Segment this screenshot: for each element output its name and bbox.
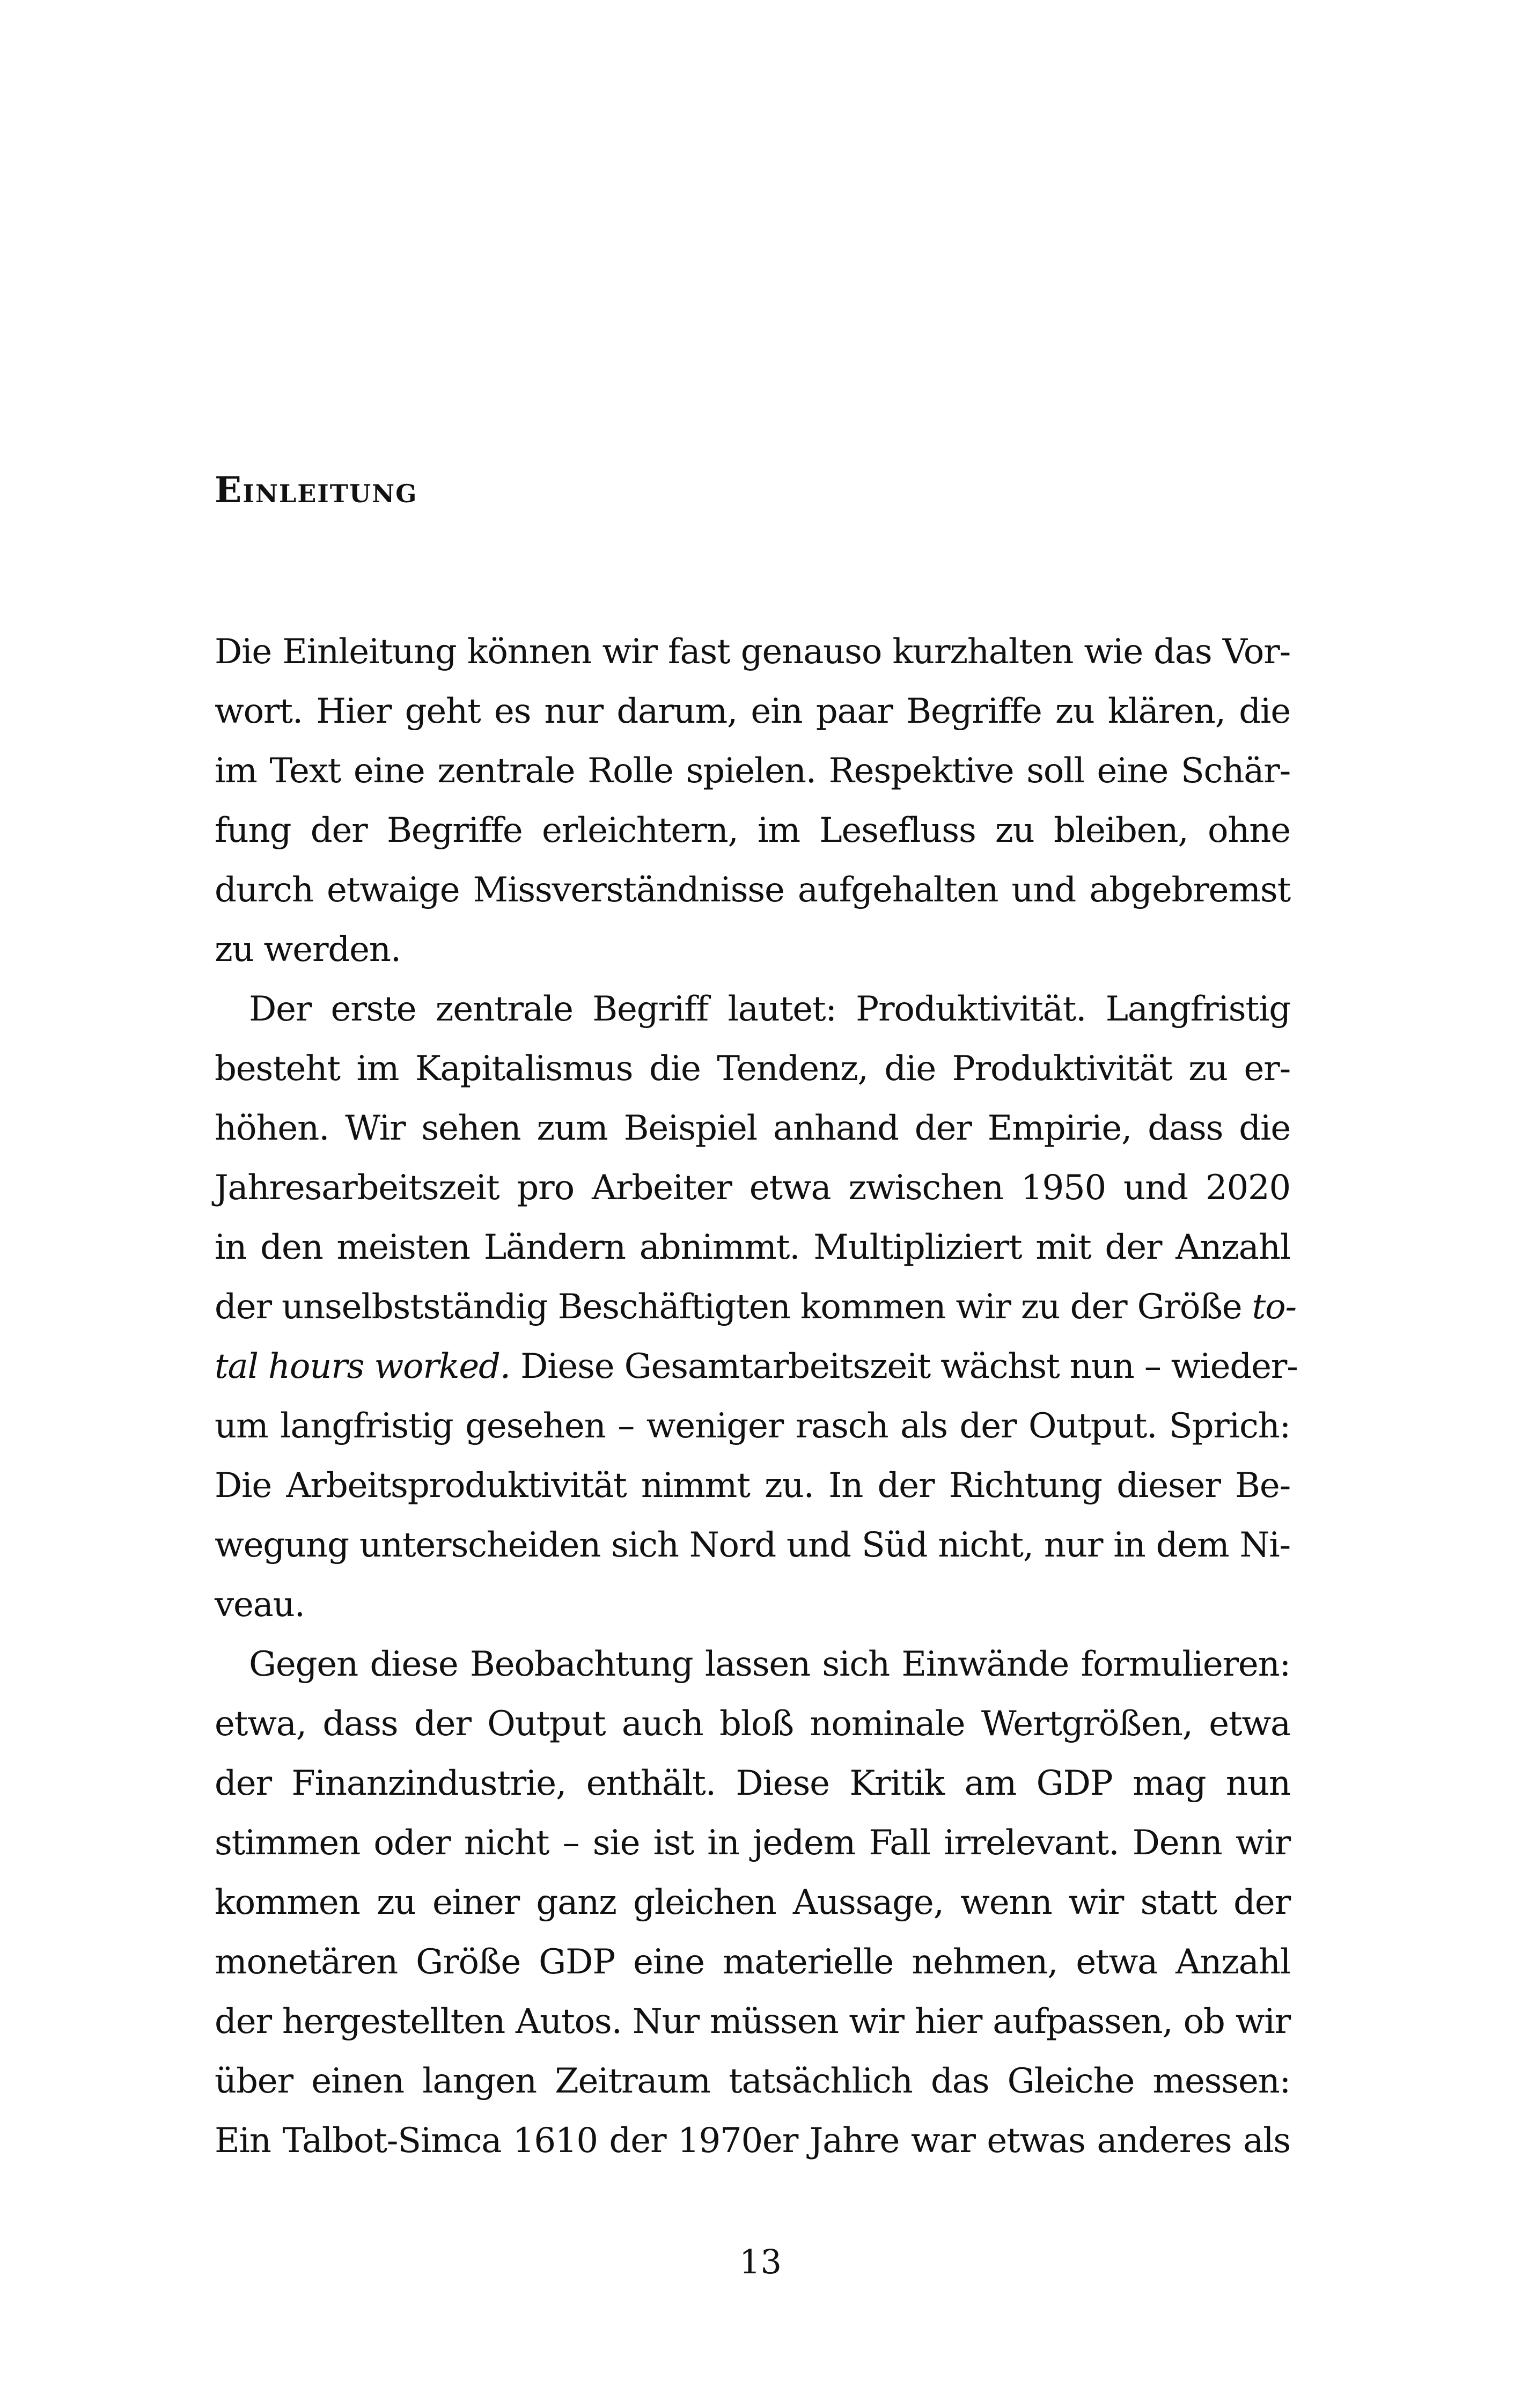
text-line: der hergestellten Autos. Nur müssen wir hier aufpassen, ob wir [215,2002,1290,2042]
text-line: veau. [215,1585,305,1625]
text-line: wegung unterscheiden sich Nord und Süd nicht, nur in dem Ni- [215,1525,1290,1565]
text-line: etwa, dass der Output auch bloß nominale Wertgrößen, etwa [215,1704,1290,1744]
text-line: um langfristig gesehen – weniger rasch als der Output. Sprich: [215,1406,1290,1446]
text-line: stimmen oder nicht – sie ist in jedem Fall irrelevant. Denn wir [215,1823,1290,1863]
text-line: kommen zu einer ganz gleichen Aussage, wenn wir statt der [215,1883,1290,1922]
text-line: der Finanzindustrie, enthält. Diese Kritik am GDP mag nun [215,1764,1290,1803]
text-line: in den meisten Ländern abnimmt. Multipliziert mit der Anzahl [215,1228,1290,1267]
text-line: Die Arbeitsproduktivität nimmt zu. In der Richtung dieser Be- [215,1466,1290,1506]
text-line [215,1278,1296,1337]
paragraph-1 [215,622,1290,980]
text-line: zu werden. [215,930,401,970]
text-line: Ein Talbot-Simca 1610 der 1970er Jahre war etwas anderes als [215,2121,1290,2161]
text-line: wort. Hier geht es nur darum, ein paar Begriffe zu klären, die [215,692,1290,731]
paragraph-3 [215,1635,1290,2171]
page-number: 13 [739,2242,782,2281]
text-line: fung der Begriffe erleichtern, im Lesefluss zu bleiben, ohne [215,811,1290,850]
text-segment: Diese Gesamtarbeitszeit wächst nun – wieder- [510,1347,1298,1386]
text-line [215,1337,1298,1397]
text-line: monetären Größe GDP eine materielle nehmen, etwa Anzahl [215,1942,1290,1982]
paragraph-2 [215,980,1298,1635]
italic-term: tal hours worked. [215,1347,510,1386]
body-text [215,622,1298,2171]
italic-term: to- [1252,1287,1296,1327]
text-line: über einen langen Zeitraum tatsächlich das Gleiche messen: [215,2061,1290,2101]
text-line: im Text eine zentrale Rolle spielen. Respektive soll eine Schär- [215,751,1290,791]
text-line: höhen. Wir sehen zum Beispiel anhand der Empirie, dass die [215,1108,1290,1148]
text-line: Die Einleitung können wir fast genauso kurzhalten wie das Vor- [215,632,1290,672]
text-segment: der unselbstständig Beschäftigten kommen wir zu der Größe [215,1287,1252,1327]
chapter-heading: Einleitung [215,469,418,511]
text-line: Gegen diese Beobachtung lassen sich Einwände formulieren: [249,1645,1290,1684]
text-line: Der erste zentrale Begriff lautet: Produktivität. Langfristig [249,989,1290,1029]
text-line: durch etwaige Missverständnisse aufgehalten und abgebremst [215,870,1290,910]
text-line: Jahresarbeitszeit pro Arbeiter etwa zwischen 1950 und 2020 [215,1168,1290,1208]
text-line: besteht im Kapitalismus die Tendenz, die Produktivität zu er- [215,1049,1290,1089]
